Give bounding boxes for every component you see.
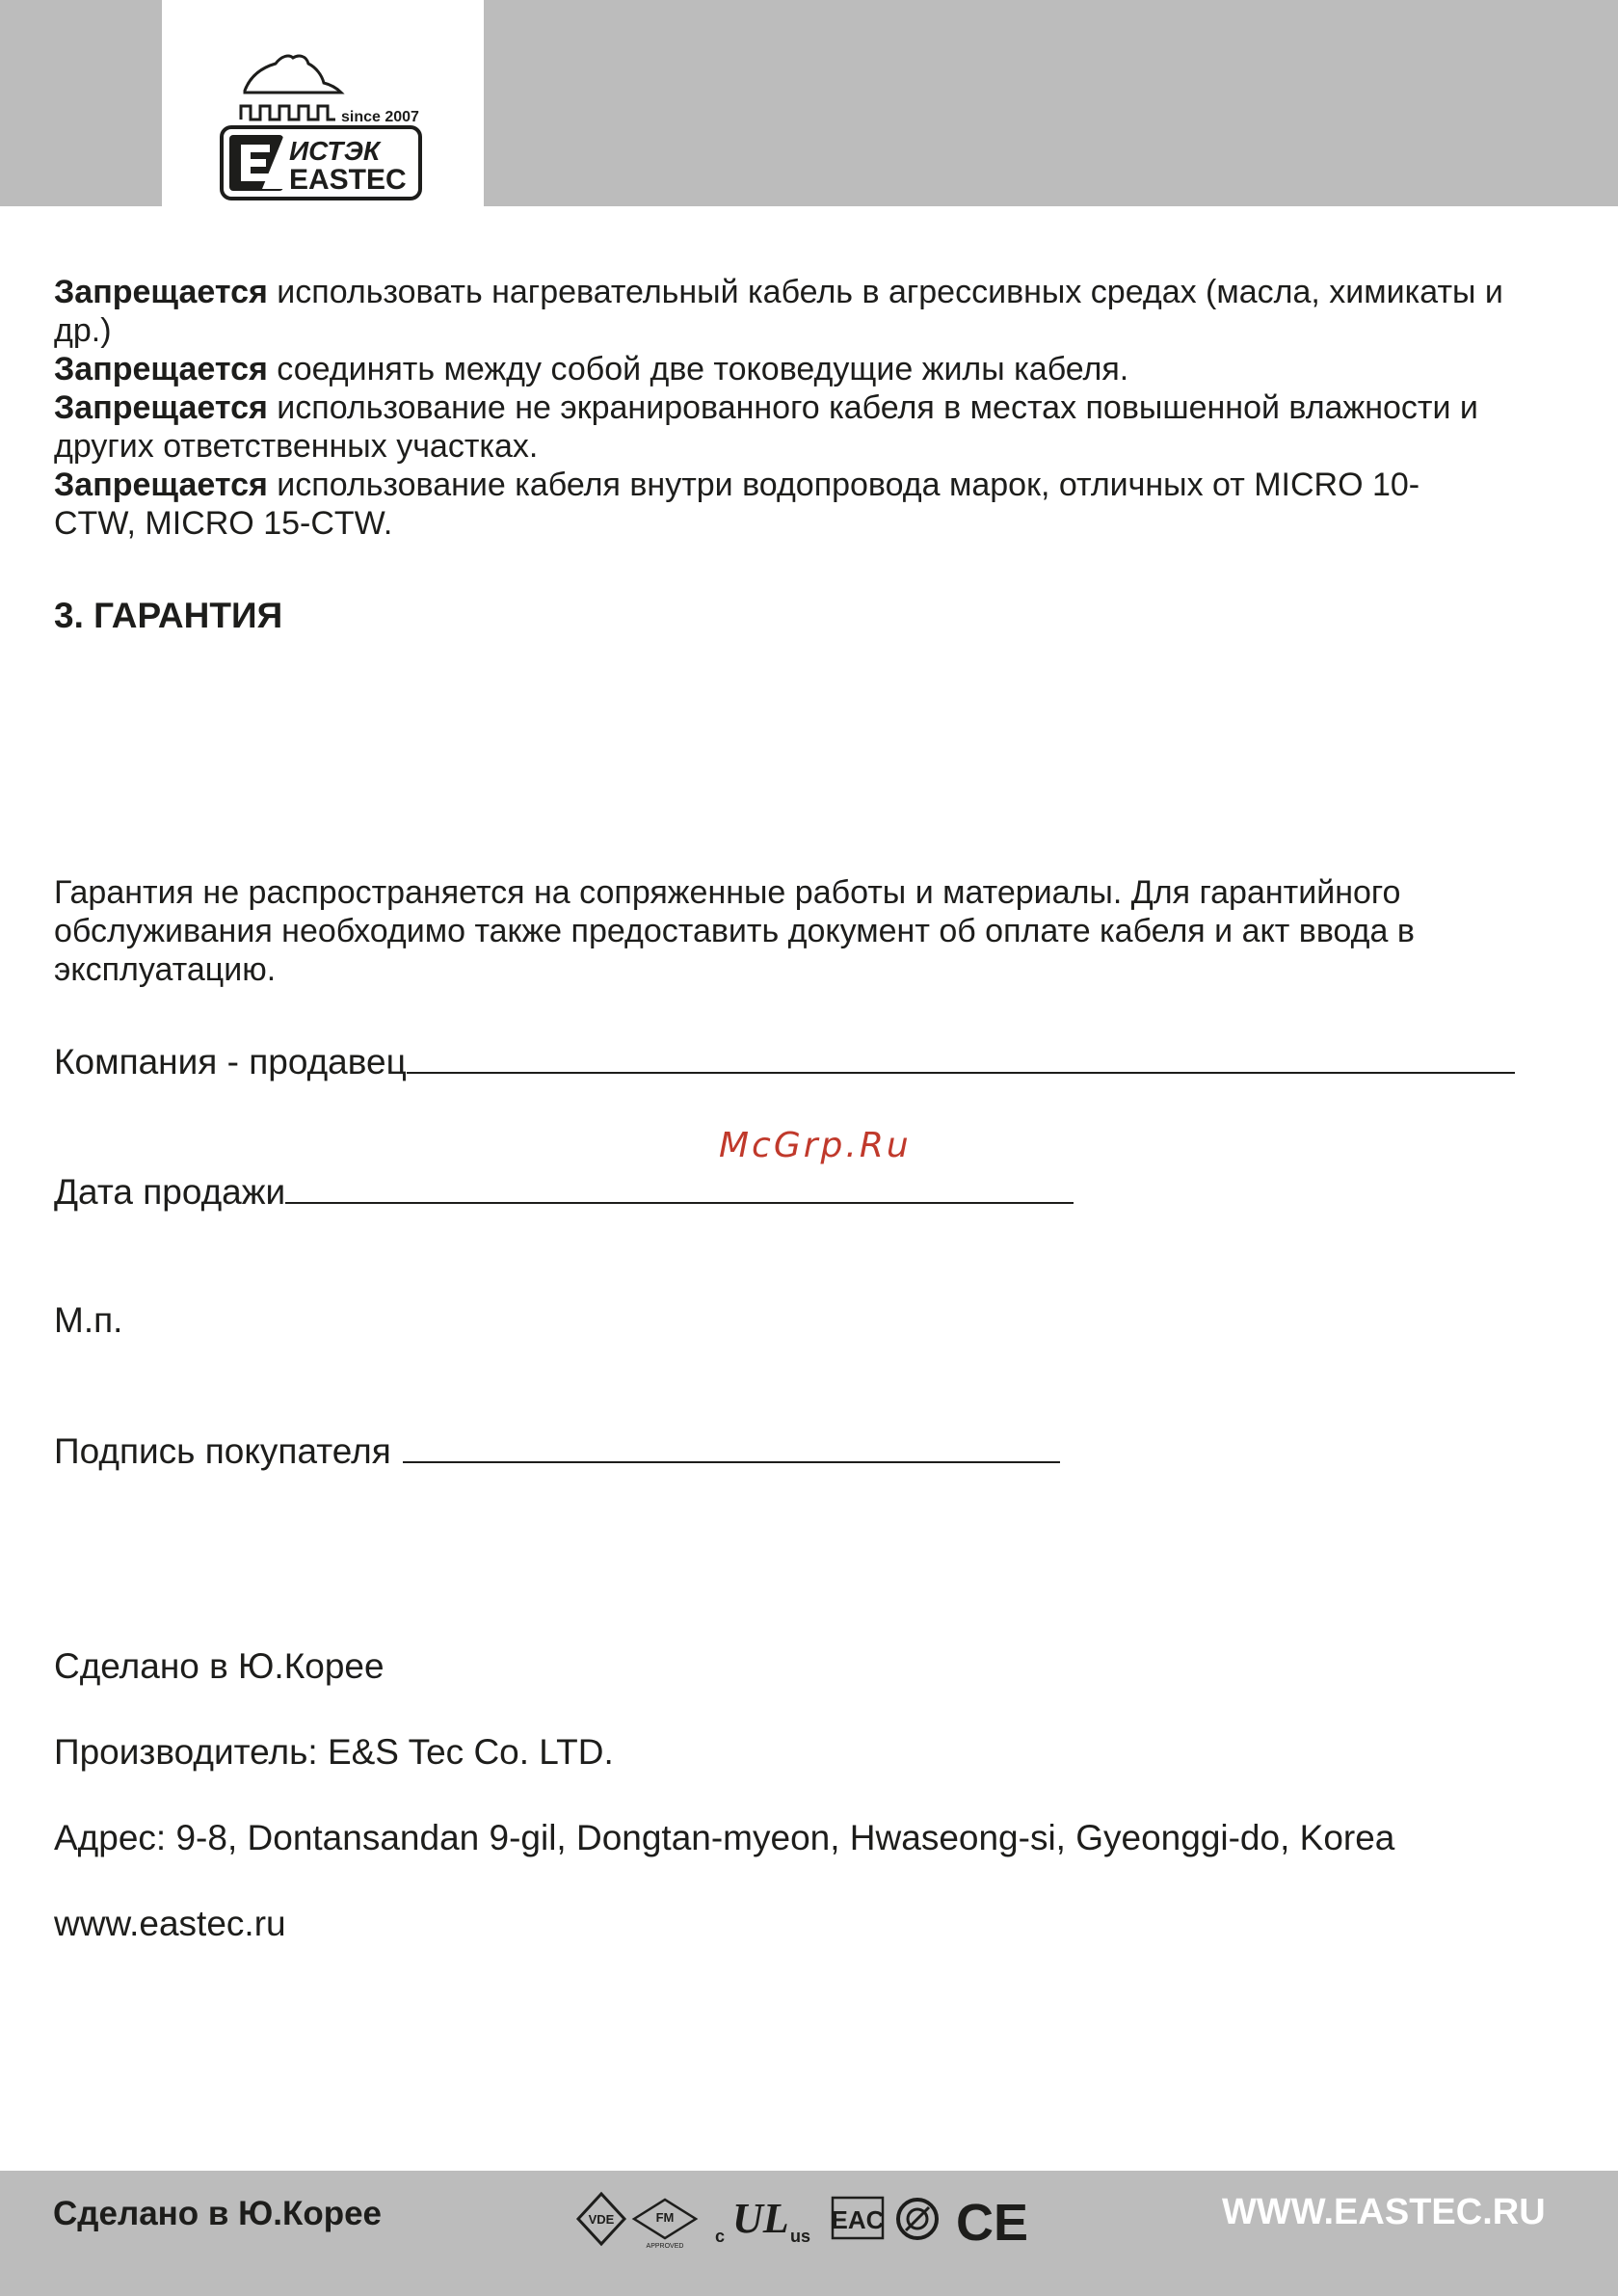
prohibitions-list bbox=[54, 273, 1567, 543]
seller-field bbox=[54, 1041, 1515, 1082]
warranty-text: Гарантия не распространяется на сопряженные работы и материалы. Для гарантийного обслуживания необходимо также предоставить документ об оплате кабеля и акт ввода в эксплуатацию. bbox=[54, 874, 1415, 988]
svg-text:c: c bbox=[715, 2227, 726, 2246]
certification-marks bbox=[574, 2184, 1056, 2252]
svg-text:CE: CE bbox=[956, 2194, 1029, 2252]
prohibition-item bbox=[54, 350, 1567, 388]
address-text: Адрес: 9-8, Dontansandan 9-gil, Dongtan-myeon, Hwaseong-si, Gyeonggi-do, Korea bbox=[54, 1818, 1395, 1857]
made-in-text: Сделано в Ю.Корее bbox=[54, 1646, 385, 1686]
stamp-field bbox=[54, 1300, 122, 1341]
prohibition-label: Запрещается bbox=[54, 351, 268, 387]
sale-date-line bbox=[285, 1171, 1074, 1204]
bear-icon bbox=[245, 56, 341, 93]
svg-text:FM: FM bbox=[655, 2210, 675, 2225]
signature-line bbox=[403, 1430, 1060, 1463]
eastec-logo bbox=[162, 0, 484, 206]
ce-icon bbox=[956, 2194, 1028, 2252]
sale-date-label: Дата продажи bbox=[54, 1172, 286, 1212]
signature-field bbox=[54, 1430, 1060, 1472]
signature-label: Подпись покупателя bbox=[54, 1431, 391, 1471]
seller-label: Компания - продавец bbox=[54, 1042, 407, 1081]
culus-icon bbox=[715, 2195, 810, 2246]
watermark: McGrp.Ru bbox=[719, 1126, 912, 1165]
logo-brand-ru: ИСТЭК bbox=[289, 136, 381, 166]
fm-approved-icon bbox=[634, 2200, 696, 2250]
prohibition-text: использовать нагревательный кабель в агрессивных средах (масла, химикаты и др.) bbox=[54, 274, 1503, 349]
cable-wave-icon bbox=[241, 106, 335, 120]
prohibition-label: Запрещается bbox=[54, 389, 268, 426]
svg-text:VDE: VDE bbox=[588, 2212, 615, 2227]
vde-icon bbox=[578, 2194, 624, 2244]
svg-text:APPROVED: APPROVED bbox=[646, 2243, 684, 2250]
prohibition-label: Запрещается bbox=[54, 274, 268, 310]
svg-text:EAC: EAC bbox=[831, 2205, 885, 2234]
prohibition-item bbox=[54, 388, 1567, 466]
prohibition-text: соединять между собой две токоведущие жилы кабеля. bbox=[267, 351, 1129, 387]
prohibition-text: использование не экранированного кабеля в местах повышенной влажности и других ответственных участках. bbox=[54, 389, 1478, 465]
website-text: www.eastec.ru bbox=[54, 1904, 286, 1943]
manufacturer-text: Производитель: E&S Tec Co. LTD. bbox=[54, 1732, 614, 1772]
logo-brand-en: EASTEC bbox=[289, 164, 407, 196]
eac-icon bbox=[832, 2198, 885, 2238]
footer-website[interactable]: WWW.EASTEC.RU bbox=[1222, 2192, 1546, 2232]
svg-text:UL: UL bbox=[732, 2195, 789, 2242]
prohibition-item bbox=[54, 273, 1567, 350]
svg-text:us: us bbox=[790, 2227, 811, 2246]
circle-mark-icon bbox=[898, 2200, 937, 2238]
section-title: 3. ГАРАНТИЯ bbox=[54, 596, 283, 635]
prohibition-label: Запрещается bbox=[54, 467, 268, 503]
prohibition-item bbox=[54, 466, 1442, 543]
sale-date-field bbox=[54, 1171, 1074, 1213]
footer-made-in: Сделано в Ю.Корее bbox=[53, 2195, 383, 2232]
logo-since: since 2007 bbox=[341, 109, 419, 125]
logo-graphic bbox=[162, 0, 484, 206]
seller-line bbox=[407, 1041, 1515, 1074]
stamp-label: М.п. bbox=[54, 1300, 123, 1340]
prohibition-text: использование кабеля внутри водопровода марок, отличных от MICRO 10-CTW, MICRO 15-CTW. bbox=[54, 467, 1420, 542]
